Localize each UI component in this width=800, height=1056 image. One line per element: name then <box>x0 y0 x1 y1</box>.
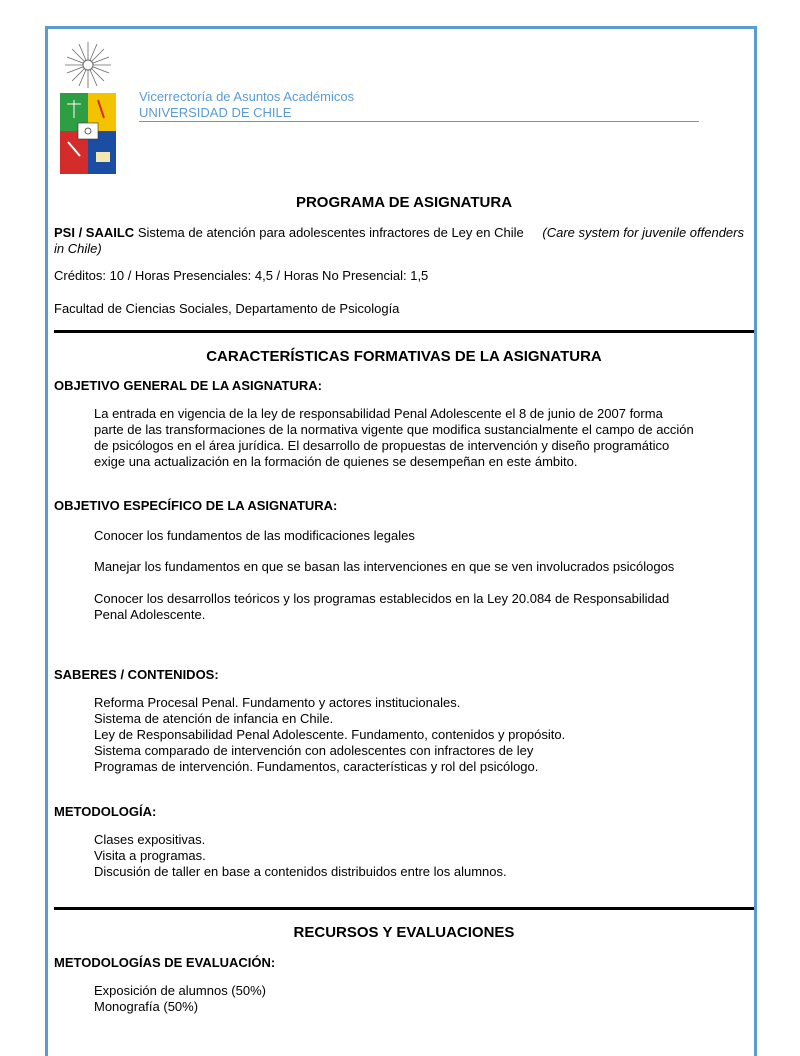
list-item: Programas de intervención. Fundamentos, características y rol del psicólogo. <box>94 759 539 774</box>
contents-heading: SABERES / CONTENIDOS: <box>54 667 219 682</box>
list-item: Visita a programas. <box>94 848 206 863</box>
list-item: Exposición de alumnos (50%) <box>94 983 266 998</box>
general-objective-text <box>94 406 714 470</box>
resources-title: RECURSOS Y EVALUACIONES <box>293 924 515 941</box>
methodology-heading: METODOLOGÍA: <box>54 804 157 819</box>
program-title: PROGRAMA DE ASIGNATURA <box>295 194 513 211</box>
university-crest-logo <box>58 38 118 176</box>
specific-objective-heading: OBJETIVO ESPECÍFICO DE LA ASIGNATURA: <box>54 498 338 513</box>
course-heading <box>54 225 754 257</box>
general-objective-line: La entrada en vigencia de la ley de responsabilidad Penal Adolescente el 8 de junio de 2007 forma <box>94 406 663 421</box>
unit-name: Vicerrectoría de Asuntos Académicos <box>139 89 355 104</box>
course-name-english: (Care system for juvenile offenders <box>542 225 744 240</box>
methodology-list <box>94 832 507 880</box>
list-item: Discusión de taller en base a contenidos distribuidos entre los alumnos. <box>94 864 507 879</box>
list-item: Reforma Procesal Penal. Fundamento y actores institucionales. <box>94 695 461 710</box>
section-divider <box>54 330 754 333</box>
header-divider <box>139 121 699 122</box>
section-divider <box>54 907 754 910</box>
course-name: Sistema de atención para adolescentes infractores de Ley en Chile <box>137 225 524 240</box>
characteristics-title: CARACTERÍSTICAS FORMATIVAS DE LA ASIGNATURA <box>206 348 602 365</box>
evaluation-heading: METODOLOGÍAS DE EVALUACIÓN: <box>54 955 276 970</box>
general-objective-line: exige una actualización en la formación de quienes se desempeñan en este ámbito. <box>94 454 578 469</box>
specific-objective-2: Manejar los fundamentos en que se basan las intervenciones en que se ven involucrados psicólogos <box>94 559 675 574</box>
general-objective-line: de psicólogos en el área jurídica. El desarrollo de propuestas de intervención y diseño programático <box>94 438 670 453</box>
list-item: Ley de Responsabilidad Penal Adolescente. Fundamento, contenidos y propósito. <box>94 727 566 742</box>
list-item: Clases expositivas. <box>94 832 206 847</box>
specific-objective-1: Conocer los fundamentos de las modificaciones legales <box>94 528 415 543</box>
general-objective-line: parte de las transformaciones de la normativa vigente que modifica sustancialmente el campo de acción <box>94 422 694 437</box>
specific-objective-3-line: Conocer los desarrollos teóricos y los programas establecidos en la Ley 20.084 de Responsabilidad <box>94 591 670 606</box>
course-code: PSI / SAAILC <box>54 225 135 240</box>
evaluation-list <box>94 983 266 1015</box>
university-name: UNIVERSIDAD DE CHILE <box>139 105 292 120</box>
faculty-text: Facultad de Ciencias Sociales, Departamento de Psicología <box>54 301 400 316</box>
credits-text: Créditos: 10 / Horas Presenciales: 4,5 / Horas No Presencial: 1,5 <box>54 268 429 283</box>
contents-list <box>94 695 565 775</box>
list-item: Sistema de atención de infancia en Chile. <box>94 711 334 726</box>
general-objective-heading: OBJETIVO GENERAL DE LA ASIGNATURA: <box>54 378 322 393</box>
list-item: Monografía (50%) <box>94 999 199 1014</box>
list-item: Sistema comparado de intervención con adolescentes con infractores de ley <box>94 743 534 758</box>
specific-objective-3-line: Penal Adolescente. <box>94 607 206 622</box>
unit-header <box>139 89 354 121</box>
specific-objective-3 <box>94 591 669 623</box>
course-name-english-cont: in Chile) <box>54 241 102 256</box>
